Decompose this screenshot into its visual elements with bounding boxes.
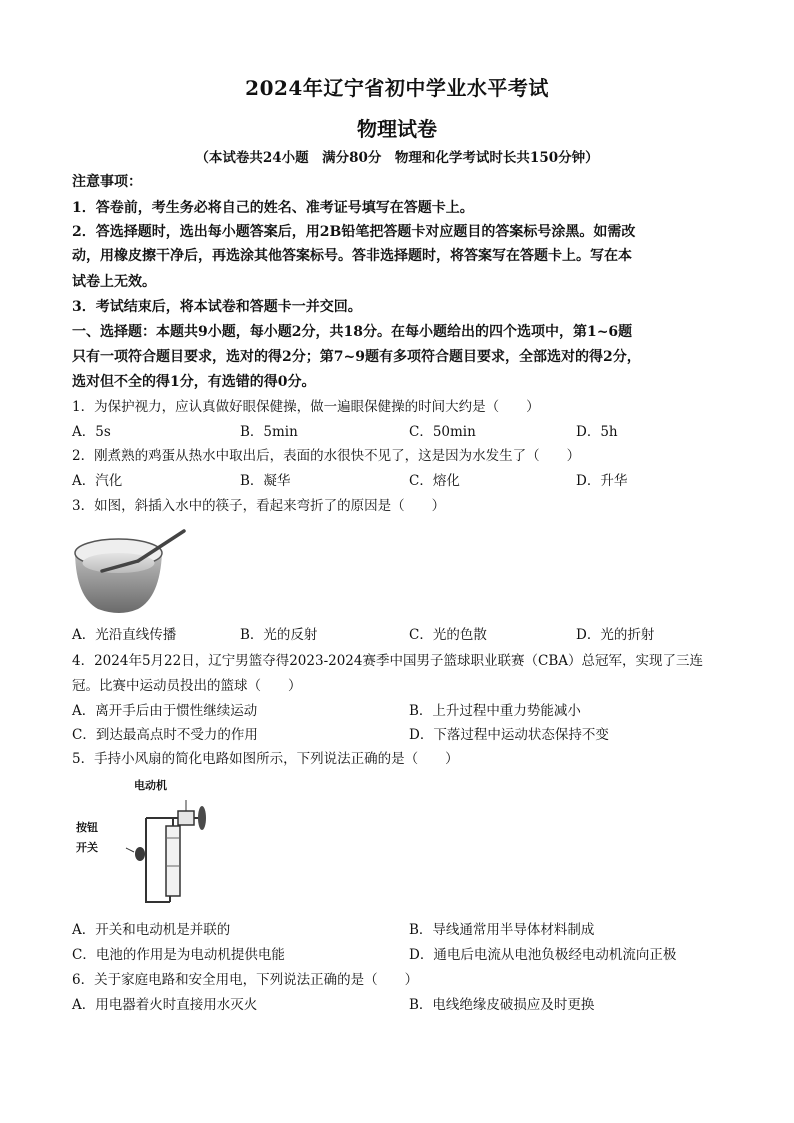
q4-stem-line-1: 4．2024年5月22日，辽宁男篮夺得2023-2024赛季中国男子篮球职业联赛（CBA）总冠军，实现了三连 (72, 653, 703, 669)
q5-option-d: D．通电后电流从电池负极经电动机流向正极 (409, 947, 677, 963)
switch-label-line-1: 按钮 (76, 821, 98, 834)
q5-option-c: C．电池的作用是为电动机提供电能 (72, 947, 285, 963)
section-1-line-2: 只有一项符合题目要求，选对的得2分；第7~9题有多项符合题目要求，全部选对的得2分， (72, 349, 641, 365)
battery-body (166, 826, 180, 896)
q6-stem: 6．关于家庭电路和安全用电，下列说法正确的是（ ） (72, 972, 419, 988)
q5-option-b: B．导线通常用半导体材料制成 (409, 922, 595, 938)
q2-option-a: A．汽化 (72, 473, 123, 489)
fan-blade (198, 806, 206, 830)
q2-option-b: B．凝华 (240, 473, 291, 489)
exam-subtitle: 物理试卷 (357, 117, 437, 141)
q4-option-a: A．离开手后由于惯性继续运动 (72, 703, 258, 719)
q2-option-d: D．升华 (576, 473, 628, 489)
note-3: 3．考试结束后，将本试卷和答题卡一并交回。 (72, 299, 362, 315)
q3-option-b: B．光的反射 (240, 627, 318, 643)
q4-option-b: B．上升过程中重力势能减小 (409, 703, 581, 719)
q4-option-c: C．到达最高点时不受力的作用 (72, 727, 258, 743)
q6-option-a: A．用电器着火时直接用水灭火 (72, 997, 258, 1013)
chopsticks-in-water-figure (72, 527, 188, 617)
note-2-line-2: 动，用橡皮擦干净后，再选涂其他答案标号。答非选择题时，将答案写在答题卡上。写在本 (72, 248, 632, 264)
switch-label-line-2: 开关 (76, 841, 98, 854)
motor-label: 电动机 (134, 779, 167, 792)
q3-option-c: C．光的色散 (409, 627, 487, 643)
motor-body (178, 811, 194, 825)
q2-stem: 2．刚煮熟的鸡蛋从热水中取出后，表面的水很快不见了，这是因为水发生了（ ） (72, 448, 581, 464)
notes-heading: 注意事项： (72, 174, 142, 190)
q5-option-a: A．开关和电动机是并联的 (72, 922, 231, 938)
exam-info: （本试卷共24小题 满分80分 物理和化学考试时长共150分钟） (195, 150, 599, 166)
q4-stem-line-2: 冠。比赛中运动员投出的篮球（ ） (72, 678, 302, 694)
q3-option-a: A．光沿直线传播 (72, 627, 177, 643)
q1-option-b: B．5min (240, 424, 298, 440)
q1-option-a: A．5s (72, 424, 111, 440)
q5-stem: 5．手持小风扇的简化电路如图所示，下列说法正确的是（ ） (72, 751, 459, 767)
q1-option-c: C．50min (409, 424, 476, 440)
push-button-switch (135, 847, 145, 861)
q2-option-c: C．熔化 (409, 473, 460, 489)
q6-option-b: B．电线绝缘皮破损应及时更换 (409, 997, 595, 1013)
q1-stem: 1．为保护视力，应认真做好眼保健操，做一遍眼保健操的时间大约是（ ） (72, 399, 540, 415)
switch-label-pointer (126, 848, 134, 852)
fan-circuit-figure (72, 776, 212, 912)
exam-title: 2024年辽宁省初中学业水平考试 (245, 76, 549, 100)
q3-stem: 3．如图，斜插入水中的筷子，看起来弯折了的原因是（ ） (72, 498, 446, 514)
note-2-line-3: 试卷上无效。 (72, 274, 156, 290)
q4-option-d: D．下落过程中运动状态保持不变 (409, 727, 609, 743)
note-1: 1．答卷前，考生务必将自己的姓名、准考证号填写在答题卡上。 (72, 200, 474, 216)
q3-option-d: D．光的折射 (576, 627, 655, 643)
section-1-line-3: 选对但不全的得1分，有选错的得0分。 (72, 374, 316, 390)
section-1-line-1: 一、选择题：本题共9小题，每小题2分，共18分。在每小题给出的四个选项中，第1~6题 (72, 324, 633, 340)
note-2-line-1: 2．答选择题时，选出每小题答案后，用2B铅笔把答题卡对应题目的答案标号涂黑。如需改 (72, 224, 636, 240)
q1-option-d: D．5h (576, 424, 618, 440)
